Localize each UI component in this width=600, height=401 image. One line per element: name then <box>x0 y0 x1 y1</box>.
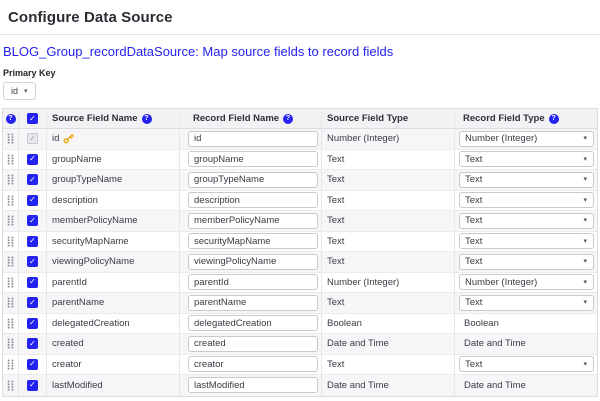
chevron-down-icon: ▾ <box>583 135 587 143</box>
source-field-name: groupTypeName <box>52 174 123 186</box>
record-field-type-value: Text <box>465 215 483 227</box>
record-field-type-select[interactable] <box>459 151 594 167</box>
source-field-type-header: Source Field Type <box>327 113 409 124</box>
record-field-type-select[interactable] <box>459 172 594 188</box>
table-row <box>3 170 597 191</box>
row-cell-record-field-name <box>180 170 322 190</box>
row-cell-record-field-type <box>455 293 597 313</box>
row-cell-record-field-type <box>455 314 597 334</box>
row-checkbox[interactable] <box>27 318 38 329</box>
chevron-down-icon: ▾ <box>583 176 587 184</box>
row-checkbox <box>27 133 38 144</box>
chevron-down-icon: ▾ <box>583 155 587 163</box>
source-field-type: Text <box>327 194 345 206</box>
record-field-name-input[interactable] <box>188 213 318 229</box>
source-field-name: groupName <box>52 153 102 165</box>
chevron-down-icon: ▾ <box>583 196 587 204</box>
row-cell-record-field-name <box>180 232 322 252</box>
drag-handle-icon[interactable] <box>7 133 14 144</box>
record-field-type-text: Date and Time <box>464 338 526 350</box>
row-cell-source-field-name <box>47 334 180 354</box>
record-field-type-select[interactable] <box>459 356 594 372</box>
primary-key-value: id <box>11 86 19 96</box>
table-row <box>3 375 597 396</box>
record-field-type-value: Number (Integer) <box>465 133 538 145</box>
select-all-checkbox[interactable] <box>27 113 38 124</box>
record-field-name-input[interactable] <box>188 172 318 188</box>
record-field-type-select[interactable] <box>459 254 594 270</box>
row-cell-checkbox <box>19 211 47 231</box>
row-cell-checkbox <box>19 355 47 375</box>
row-cell-source-field-name <box>47 150 180 170</box>
table-header-row <box>3 109 597 129</box>
check-icon: ✓ <box>29 113 36 123</box>
row-cell-record-field-name <box>180 355 322 375</box>
row-cell-checkbox <box>19 191 47 211</box>
source-field-type: Number (Integer) <box>327 133 400 145</box>
record-field-name-input[interactable] <box>188 233 318 249</box>
source-field-name: securityMapName <box>52 235 129 247</box>
row-cell-record-field-name <box>180 334 322 354</box>
source-field-name: parentName <box>52 297 105 309</box>
drag-handle-icon[interactable] <box>7 236 14 247</box>
row-checkbox[interactable] <box>27 338 38 349</box>
record-field-type-select[interactable] <box>459 131 594 147</box>
row-cell-checkbox <box>19 273 47 293</box>
record-field-name-header: Record Field Name <box>193 113 280 124</box>
row-cell-drag <box>3 150 19 170</box>
table-row <box>3 314 597 335</box>
source-field-type: Text <box>327 153 345 165</box>
source-field-name: viewingPolicyName <box>52 256 135 268</box>
source-field-name: created <box>52 338 84 350</box>
drag-handle-icon[interactable] <box>7 277 14 288</box>
row-cell-source-field-type <box>322 252 455 272</box>
drag-handle-icon[interactable] <box>7 380 14 391</box>
help-icon[interactable]: ? <box>283 114 293 124</box>
primary-key-dropdown[interactable] <box>3 82 36 100</box>
row-cell-record-field-type <box>455 191 597 211</box>
row-cell-drag <box>3 314 19 334</box>
chevron-down-icon: ▾ <box>583 360 587 368</box>
row-cell-source-field-type <box>322 129 455 149</box>
field-mapping-table <box>2 108 598 397</box>
row-cell-record-field-type <box>455 334 597 354</box>
record-field-type-select[interactable] <box>459 233 594 249</box>
row-cell-record-field-type <box>455 355 597 375</box>
source-field-name: parentId <box>52 276 87 288</box>
source-field-name: description <box>52 194 98 206</box>
row-cell-record-field-type <box>455 211 597 231</box>
row-cell-record-field-type <box>455 252 597 272</box>
row-cell-source-field-type <box>322 293 455 313</box>
row-cell-record-field-type <box>455 150 597 170</box>
header-cell-source-field-type <box>322 109 455 128</box>
record-field-name-input[interactable] <box>188 131 318 147</box>
record-field-type-value: Text <box>465 194 483 206</box>
record-field-type-value: Text <box>465 297 483 309</box>
row-cell-drag <box>3 129 19 149</box>
record-field-type-select[interactable] <box>459 274 594 290</box>
record-field-type-text: Date and Time <box>464 379 526 391</box>
record-field-name-input[interactable] <box>188 356 318 372</box>
row-cell-source-field-type <box>322 170 455 190</box>
source-field-type: Boolean <box>327 317 362 329</box>
row-cell-source-field-name <box>47 232 180 252</box>
record-field-name-input[interactable] <box>188 192 318 208</box>
drag-handle-icon[interactable] <box>7 297 14 308</box>
table-row <box>3 232 597 253</box>
row-checkbox[interactable] <box>27 380 38 391</box>
row-cell-source-field-name <box>47 170 180 190</box>
row-cell-checkbox <box>19 232 47 252</box>
row-checkbox[interactable] <box>27 174 38 185</box>
record-field-type-select[interactable] <box>459 192 594 208</box>
drag-handle-icon[interactable] <box>7 174 14 185</box>
drag-handle-icon[interactable] <box>7 359 14 370</box>
row-cell-checkbox <box>19 314 47 334</box>
chevron-down-icon: ▾ <box>583 258 587 266</box>
row-checkbox[interactable] <box>27 277 38 288</box>
row-cell-record-field-name <box>180 375 322 396</box>
header-cell-record-field-name <box>180 109 322 128</box>
row-cell-record-field-name <box>180 211 322 231</box>
record-field-name-input[interactable] <box>188 254 318 270</box>
row-cell-checkbox <box>19 129 47 149</box>
row-cell-source-field-type <box>322 375 455 396</box>
record-field-type-header: Record Field Type <box>463 113 545 124</box>
drag-handle-icon[interactable] <box>7 195 14 206</box>
drag-handle-icon[interactable] <box>7 318 14 329</box>
row-cell-record-field-name <box>180 293 322 313</box>
row-cell-checkbox <box>19 334 47 354</box>
row-cell-source-field-type <box>322 211 455 231</box>
row-cell-drag <box>3 252 19 272</box>
header-cell-source-field-name <box>47 109 180 128</box>
row-cell-record-field-name <box>180 150 322 170</box>
row-cell-source-field-name <box>47 129 180 149</box>
check-icon: ✓ <box>29 338 36 348</box>
table-row <box>3 355 597 376</box>
source-field-name: creator <box>52 358 82 370</box>
check-icon: ✓ <box>29 195 36 205</box>
drag-handle-icon[interactable] <box>7 154 14 165</box>
row-cell-record-field-type <box>455 232 597 252</box>
check-icon: ✓ <box>29 318 36 328</box>
check-icon: ✓ <box>29 297 36 307</box>
table-row <box>3 273 597 294</box>
source-field-type: Text <box>327 297 345 309</box>
source-field-type: Text <box>327 235 345 247</box>
row-cell-drag <box>3 191 19 211</box>
row-cell-checkbox <box>19 375 47 396</box>
record-field-type-value: Text <box>465 358 483 370</box>
table-row <box>3 211 597 232</box>
source-field-type: Number (Integer) <box>327 276 400 288</box>
row-cell-drag <box>3 293 19 313</box>
header-cell-select-all <box>19 109 47 128</box>
row-cell-drag <box>3 170 19 190</box>
row-cell-record-field-type <box>455 375 597 396</box>
row-cell-checkbox <box>19 150 47 170</box>
record-field-type-value: Number (Integer) <box>465 276 538 288</box>
row-cell-source-field-type <box>322 314 455 334</box>
row-cell-record-field-name <box>180 129 322 149</box>
row-cell-source-field-type <box>322 191 455 211</box>
row-cell-source-field-name <box>47 211 180 231</box>
drag-handle-icon[interactable] <box>7 338 14 349</box>
source-field-name: lastModified <box>52 379 103 391</box>
check-icon: ✓ <box>29 174 36 184</box>
row-checkbox[interactable] <box>27 154 38 165</box>
drag-handle-icon[interactable] <box>7 256 14 267</box>
record-field-name-input[interactable] <box>188 151 318 167</box>
row-cell-source-field-type <box>322 150 455 170</box>
row-checkbox[interactable] <box>27 195 38 206</box>
help-icon[interactable]: ? <box>142 114 152 124</box>
chevron-down-icon: ▾ <box>583 299 587 307</box>
check-icon: ✓ <box>29 236 36 246</box>
row-cell-record-field-type <box>455 129 597 149</box>
chevron-down-icon: ▾ <box>24 87 28 95</box>
source-field-type: Text <box>327 358 345 370</box>
row-cell-source-field-type <box>322 232 455 252</box>
drag-handle-icon[interactable] <box>7 215 14 226</box>
source-field-name: delegatedCreation <box>52 317 130 329</box>
row-cell-source-field-name <box>47 273 180 293</box>
row-cell-checkbox <box>19 252 47 272</box>
table-row <box>3 150 597 171</box>
source-field-name: memberPolicyName <box>52 215 138 227</box>
row-cell-source-field-name <box>47 355 180 375</box>
check-icon: ✓ <box>29 380 36 390</box>
row-cell-record-field-type <box>455 170 597 190</box>
row-cell-record-field-name <box>180 191 322 211</box>
row-cell-source-field-name <box>47 252 180 272</box>
row-checkbox[interactable] <box>27 297 38 308</box>
primary-key-label: Primary Key <box>3 68 56 78</box>
record-field-name-input[interactable] <box>188 295 318 311</box>
row-cell-record-field-name <box>180 314 322 334</box>
row-checkbox[interactable] <box>27 215 38 226</box>
record-field-name-input[interactable] <box>188 315 318 331</box>
row-cell-source-field-type <box>322 273 455 293</box>
help-icon[interactable]: ? <box>6 114 16 124</box>
row-cell-source-field-type <box>322 355 455 375</box>
table-body <box>3 129 597 396</box>
table-row <box>3 334 597 355</box>
source-field-name: id <box>52 133 60 145</box>
source-field-name-header: Source Field Name <box>52 113 138 124</box>
mapping-heading: BLOG_Group_recordDataSource: Map source fields to record fields <box>3 44 394 59</box>
check-icon: ✓ <box>29 215 36 225</box>
check-icon: ✓ <box>29 154 36 164</box>
row-cell-drag <box>3 355 19 375</box>
row-cell-record-field-type <box>455 273 597 293</box>
table-row <box>3 252 597 273</box>
check-icon: ✓ <box>29 359 36 369</box>
row-cell-drag <box>3 273 19 293</box>
check-icon: ✓ <box>29 256 36 266</box>
record-field-name-input[interactable] <box>188 274 318 290</box>
row-cell-source-field-name <box>47 314 180 334</box>
record-field-name-input[interactable] <box>188 336 318 352</box>
header-cell-record-field-type <box>455 109 597 128</box>
row-cell-drag <box>3 211 19 231</box>
primary-key-icon <box>63 133 74 144</box>
row-checkbox[interactable] <box>27 256 38 267</box>
row-cell-source-field-name <box>47 191 180 211</box>
help-icon[interactable]: ? <box>549 114 559 124</box>
check-icon: ✓ <box>29 277 36 287</box>
record-field-type-value: Text <box>465 174 483 186</box>
row-cell-drag <box>3 334 19 354</box>
source-field-type: Text <box>327 174 345 186</box>
record-field-name-input[interactable] <box>188 377 318 393</box>
chevron-down-icon: ▾ <box>583 237 587 245</box>
record-field-type-select[interactable] <box>459 213 594 229</box>
row-checkbox[interactable] <box>27 236 38 247</box>
row-cell-source-field-name <box>47 293 180 313</box>
record-field-type-value: Text <box>465 256 483 268</box>
record-field-type-value: Text <box>465 153 483 165</box>
table-row <box>3 191 597 212</box>
table-row <box>3 129 597 150</box>
row-cell-record-field-name <box>180 273 322 293</box>
row-checkbox[interactable] <box>27 359 38 370</box>
chevron-down-icon: ▾ <box>583 217 587 225</box>
record-field-type-select[interactable] <box>459 295 594 311</box>
row-cell-source-field-type <box>322 334 455 354</box>
check-icon: ✓ <box>29 133 36 143</box>
source-field-type: Date and Time <box>327 338 389 350</box>
row-cell-drag <box>3 232 19 252</box>
page-title: Configure Data Source <box>8 9 173 26</box>
row-cell-source-field-name <box>47 375 180 396</box>
source-field-type: Text <box>327 215 345 227</box>
record-field-type-text: Boolean <box>464 317 499 329</box>
record-field-type-value: Text <box>465 235 483 247</box>
source-field-type: Date and Time <box>327 379 389 391</box>
row-cell-drag <box>3 375 19 396</box>
chevron-down-icon: ▾ <box>583 278 587 286</box>
row-cell-checkbox <box>19 293 47 313</box>
header-cell-help <box>3 109 19 128</box>
row-cell-record-field-name <box>180 252 322 272</box>
row-cell-checkbox <box>19 170 47 190</box>
source-field-type: Text <box>327 256 345 268</box>
table-row <box>3 293 597 314</box>
title-divider <box>0 34 600 35</box>
